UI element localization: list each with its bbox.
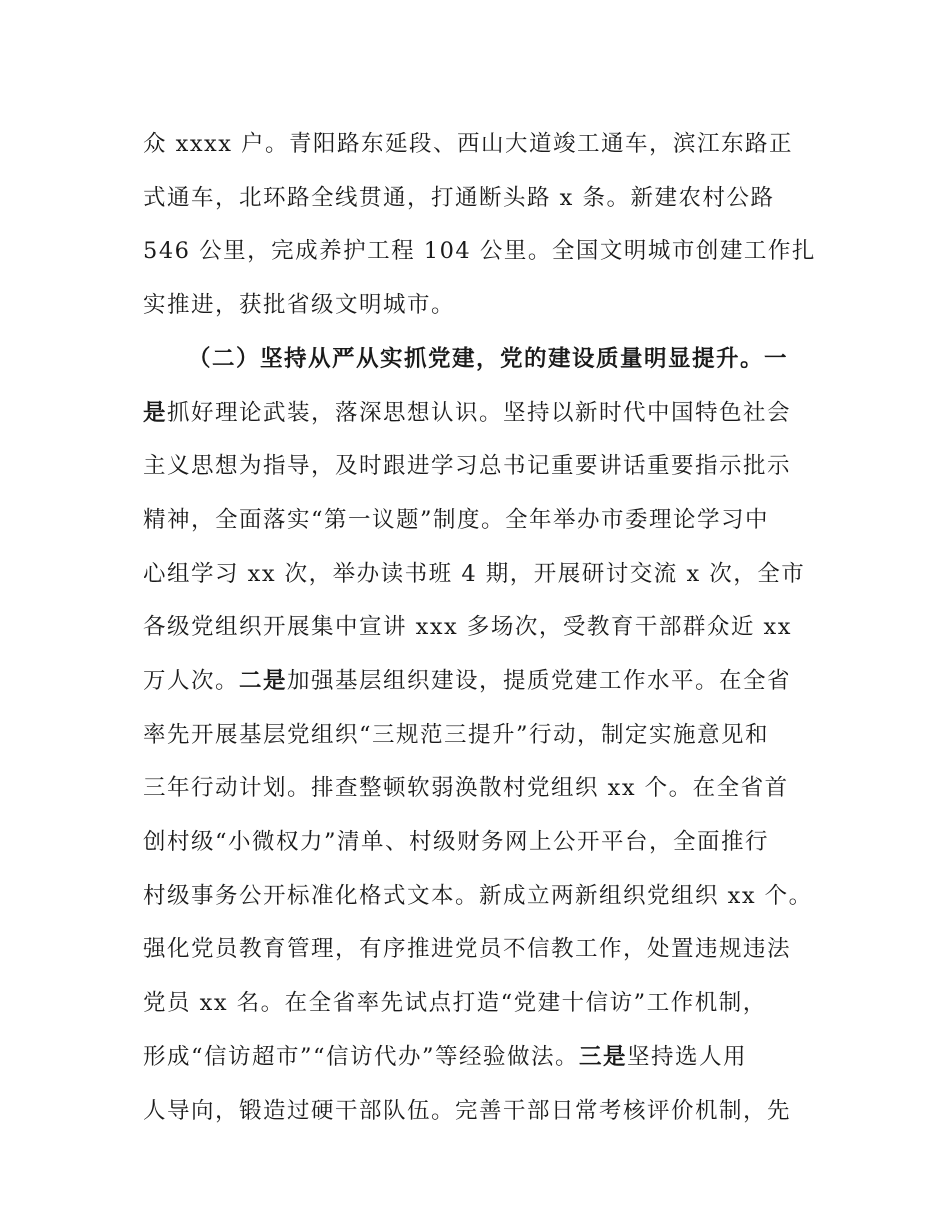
text-line: 率先开展基层党组织“三规范三提升”行动，制定实施意见和 xyxy=(143,722,770,748)
text-span: 万人次。 xyxy=(143,668,240,694)
text-line: 546 公里，完成养护工程 104 公里。全国文明城市创建工作扎 xyxy=(143,238,816,264)
text-span: 抓好理论武装，落深思想认识。坚持以新时代中国特色社会 xyxy=(167,400,792,426)
text-line: 精神，全面落实“第一议题”制度。全年举办市委理论学习中 xyxy=(143,507,770,533)
text-line: 创村级“小微权力”清单、村级财务网上公开平台，全面推行 xyxy=(143,829,770,855)
text-line: 心组学习 xx 次，举办读书班 4 期，开展研讨交流 x 次，全市 xyxy=(143,561,806,587)
bold-marker: 二是 xyxy=(239,668,288,694)
text-line xyxy=(143,661,823,701)
text-span: 坚持选人用 xyxy=(627,1044,748,1070)
text-line: 主义思想为指导，及时跟进学习总书记重要讲话重要指示批示 xyxy=(143,453,792,479)
text-line: 各级党组织开展集中宣讲 xxx 多场次，受教育干部群众近 xx xyxy=(143,614,792,640)
text-line xyxy=(143,1037,823,1077)
text-line: 人导向，锻造过硬干部队伍。完善干部日常考核评价机制，先 xyxy=(143,1098,792,1124)
text-line: 党员 xx 名。在全省率先试点打造“党建十信访”工作机制， xyxy=(143,990,767,1016)
text-line: 实推进，获批省级文明城市。 xyxy=(143,292,456,318)
text-span: 加强基层组织建设，提质党建工作水平。在全省 xyxy=(287,668,792,694)
text-span: 形成“信访超市”“信访代办”等经验做法。 xyxy=(143,1044,580,1070)
text-line: 强化党员教育管理，有序推进党员不信教工作，处置违规违法 xyxy=(143,936,792,962)
bold-marker: 三是 xyxy=(579,1044,628,1070)
section-heading: （二）坚持从严从实抓党建，党的建设质量明显提升。一 xyxy=(188,346,789,372)
text-line xyxy=(143,393,823,433)
text-line: 众 xxxx 户。青阳路东延段、西山大道竣工通车，滨江东路正 xyxy=(143,131,794,157)
text-line: 村级事务公开标准化格式文本。新成立两新组织党组织 xx 个。 xyxy=(143,883,813,909)
bold-marker: 是 xyxy=(143,400,168,426)
text-line: 三年行动计划。排查整顿软弱涣散村党组织 xx 个。在全省首 xyxy=(143,775,789,801)
text-line: 式通车，北环路全线贯通，打通断头路 x 条。新建农村公路 xyxy=(143,185,775,211)
